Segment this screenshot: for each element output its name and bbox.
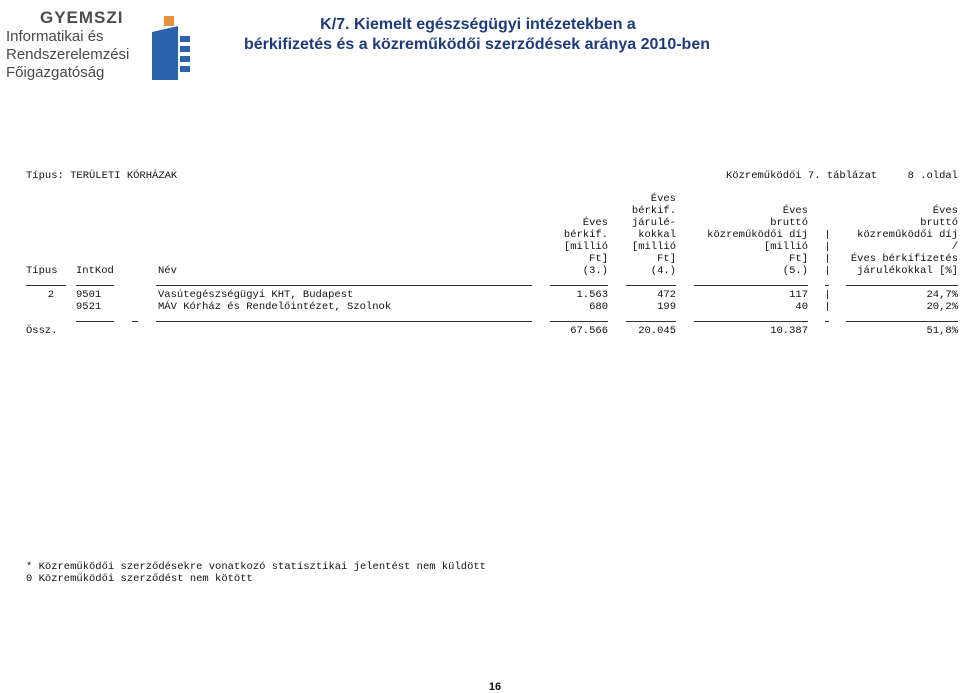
total-c3: 67.566	[570, 325, 608, 337]
col-header-intkod: IntKod	[76, 265, 114, 277]
total-label: Össz.	[26, 325, 58, 337]
col-header-4-line: (4.)	[650, 265, 676, 277]
col-header-4-line: kokkal	[638, 229, 676, 241]
table-cell-intkod: 9521	[76, 301, 102, 313]
total-rule	[694, 321, 808, 322]
col-header-6-line: bruttó	[920, 217, 958, 229]
header-rule	[626, 285, 676, 286]
col-header-tipus: Típus	[26, 265, 58, 277]
total-rule	[76, 321, 114, 322]
col-header-5-line: [millió	[763, 241, 808, 253]
col-header-3-line: [millió	[563, 241, 608, 253]
total-rule	[132, 321, 138, 322]
table-cell-c3: 1.563	[576, 289, 608, 301]
col-header-5-line: közreműködői díj	[707, 229, 808, 241]
col-header-4-line: Ft]	[657, 253, 676, 265]
logo-line-3: Főigazgatóság	[6, 64, 105, 81]
column-separator	[827, 266, 828, 275]
footnote: * Közreműködői szerződésekre vonatkozó statisztikai jelentést nem küldött	[26, 561, 486, 573]
col-header-5-line: bruttó	[770, 217, 808, 229]
col-header-3-line: Éves	[582, 217, 608, 229]
total-rule	[550, 321, 608, 322]
col-header-3-line: (3.)	[582, 265, 608, 277]
table-cell-nev: Vasútegészségügyi KHT, Budapest	[158, 289, 354, 301]
logo-line-1: Informatikai és	[6, 28, 104, 45]
header-rule	[156, 285, 532, 286]
page-number: 16	[488, 681, 502, 693]
total-c5: 10.387	[770, 325, 808, 337]
col-header-4-line: járulé-	[631, 217, 676, 229]
col-header-5-line: Éves	[782, 205, 808, 217]
page-title-line-1: K/7. Kiemelt egészségügyi intézetekben a	[320, 16, 636, 33]
total-c6: 51,8%	[926, 325, 958, 337]
header-rule	[26, 285, 66, 286]
table-cell-c3: 680	[589, 301, 608, 313]
column-separator	[827, 242, 828, 251]
table-cell-c4: 472	[657, 289, 676, 301]
total-rule	[825, 321, 829, 322]
table-cell-tipus: 2	[47, 289, 54, 301]
col-header-4-line: Éves	[650, 193, 676, 205]
header-rule	[550, 285, 608, 286]
table-cell-c5: 40	[795, 301, 808, 313]
table-cell-c5: 117	[789, 289, 808, 301]
logo-title: GYEMSZI	[40, 8, 124, 27]
column-separator	[827, 254, 828, 263]
col-header-5-line: (5.)	[782, 265, 808, 277]
report-type: Típus: TERÜLETI KÓRHÁZAK	[26, 170, 178, 182]
total-rule	[626, 321, 676, 322]
header-rule	[694, 285, 808, 286]
col-header-4-line: [millió	[631, 241, 676, 253]
total-rule	[156, 321, 532, 322]
header-rule	[825, 285, 829, 286]
column-separator	[827, 302, 828, 311]
table-cell-c6: 20,2%	[926, 301, 958, 313]
header-rule	[846, 285, 958, 286]
column-separator	[827, 230, 828, 239]
col-header-6-line: Éves	[932, 205, 958, 217]
col-header-3-line: bérkif.	[563, 229, 608, 241]
logo-line-2: Rendszerelemzési	[6, 46, 130, 63]
col-header-3-line: Ft]	[589, 253, 608, 265]
col-header-6-line: járulékokkal [%]	[857, 265, 958, 277]
col-header-6-line: /	[951, 241, 958, 253]
footnote: 0 Közreműködői szerződést nem kötött	[26, 573, 253, 585]
col-header-6-line: Éves bérkifizetés	[850, 253, 958, 265]
total-rule	[846, 321, 958, 322]
page-title-line-2: bérkifizetés és a közreműködői szerződések aránya 2010-ben	[244, 36, 710, 53]
table-cell-intkod: 9501	[76, 289, 102, 301]
table-reference: Közreműködői 7. táblázat	[726, 170, 878, 182]
header-rule	[76, 285, 114, 286]
table-cell-c4: 199	[657, 301, 676, 313]
table-cell-c6: 24,7%	[926, 289, 958, 301]
page-reference: 8 .oldal	[907, 170, 958, 182]
col-header-6-line: közreműködői díj	[857, 229, 958, 241]
col-header-4-line: bérkif.	[631, 205, 676, 217]
col-header-nev: Név	[158, 265, 177, 277]
total-c4: 20.045	[638, 325, 676, 337]
table-cell-nev: MÁV Kórház és Rendelőintézet, Szolnok	[158, 301, 392, 313]
col-header-5-line: Ft]	[789, 253, 808, 265]
column-separator	[827, 290, 828, 299]
